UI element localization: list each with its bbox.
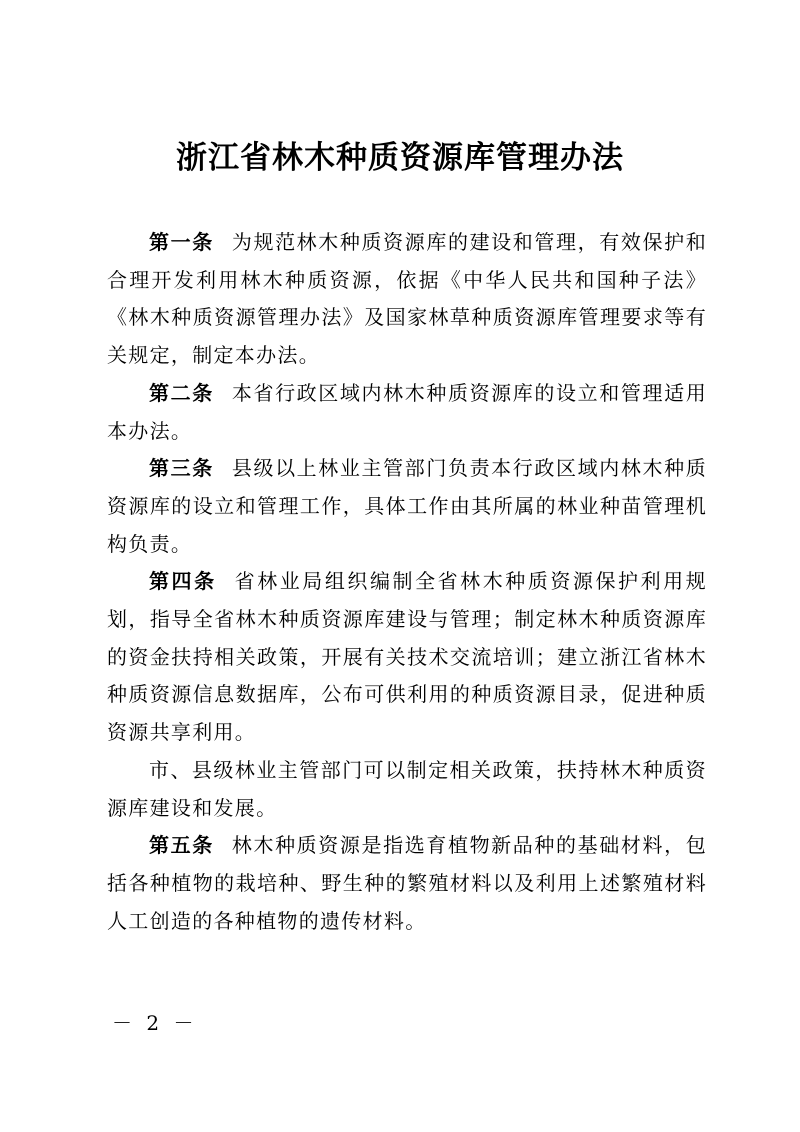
article-4	[107, 563, 707, 752]
paragraph-text: 市、县级林业主管部门可以制定相关政策，扶持林木种质资源库建设和发展。	[107, 757, 707, 820]
document-body	[107, 224, 707, 940]
article-label: 第三条	[149, 456, 214, 481]
article-text: 本省行政区域内林木种质资源库的设立和管理适用本办法。	[107, 380, 707, 443]
article-text: 省林业局组织编制全省林木种质资源保护利用规划，指导全省林木种质资源库建设与管理；制定林木种质资源库的资金扶持相关政策，开展有关技术交流培训；建立浙江省林木种质资源信息数据库，公布可供利用的种质资源目录，促进种质资源共享利用。	[107, 569, 707, 745]
article-3	[107, 450, 707, 563]
article-text: 为规范林木种质资源库的建设和管理，有效保护和合理开发利用林木种质资源，依据《中华人民共和国种子法》《林木种质资源管理办法》及国家林草种质资源库管理要求等有关规定，制定本办法。	[107, 230, 707, 368]
article-label: 第二条	[149, 380, 214, 405]
article-label: 第一条	[149, 230, 214, 254]
article-text: 县级以上林业主管部门负责本行政区域内林木种质资源库的设立和管理工作，具体工作由其所属的林业种苗管理机构负责。	[107, 456, 707, 556]
page-number: － 2 －	[112, 1011, 198, 1035]
article-1	[107, 224, 707, 375]
article-4-continuation	[107, 752, 707, 827]
article-5	[107, 827, 707, 940]
article-text: 林木种质资源是指选育植物新品种的基础材料，包括各种植物的栽培种、野生种的繁殖材料以及利用上述繁殖材料人工创造的各种植物的遗传材料。	[107, 833, 707, 933]
document-title: 浙江省林木种质资源库管理办法	[176, 140, 624, 176]
article-2	[107, 375, 707, 450]
article-label: 第四条	[149, 569, 217, 594]
article-label: 第五条	[149, 833, 214, 858]
